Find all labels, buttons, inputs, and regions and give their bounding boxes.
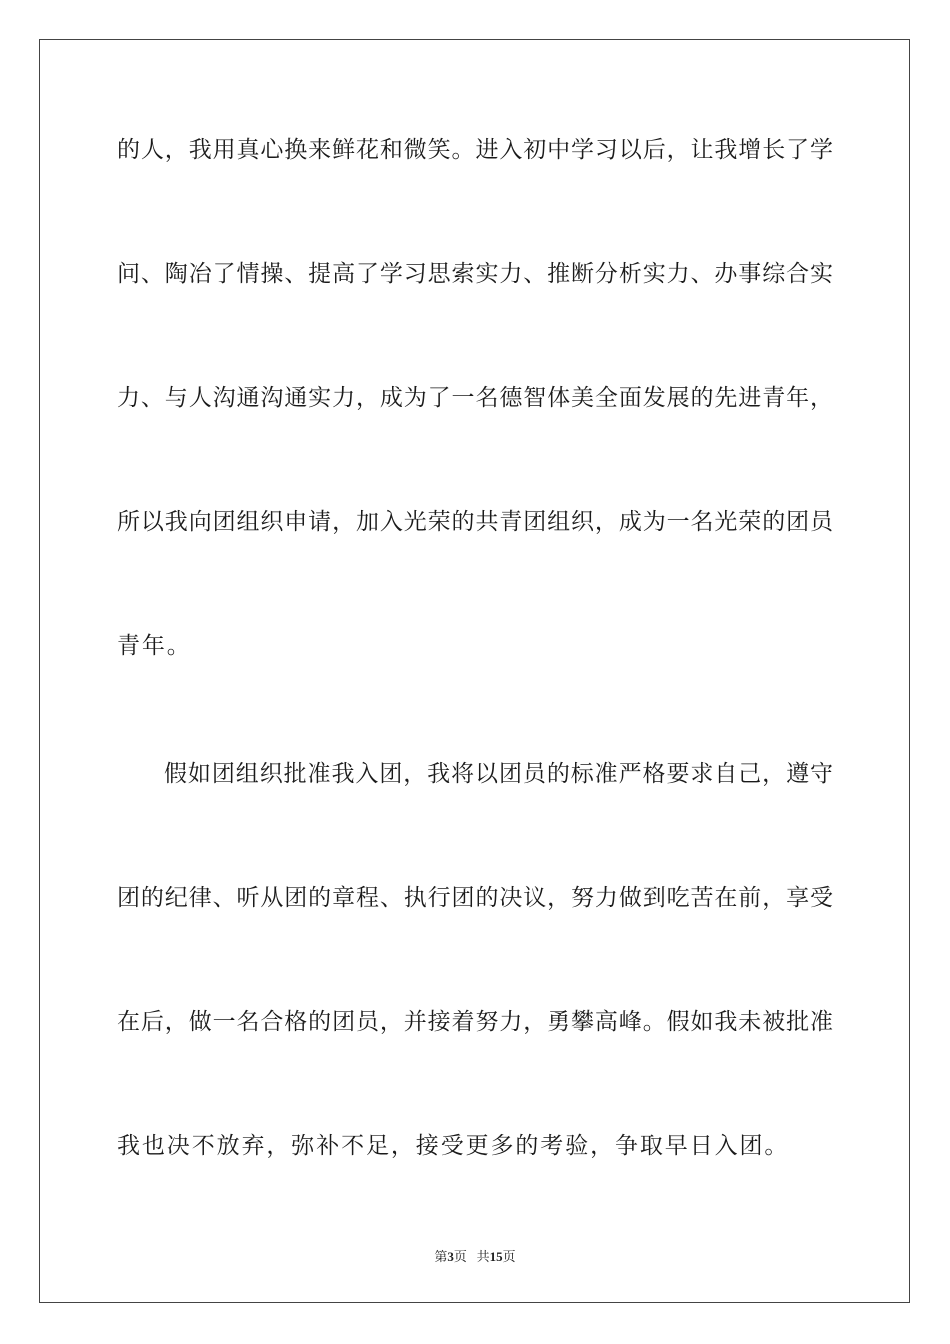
text-line: 所以我向团组织申请，加入光荣的共青团组织，成为一名光荣的团员 [117, 509, 833, 535]
page-footer [0, 1249, 950, 1265]
page-suffix: 页 [453, 1249, 467, 1264]
page-number: 3 [447, 1249, 454, 1264]
text-line: 在后，做一名合格的团员，并接着努力，勇攀高峰。假如我未被批准 [117, 1009, 833, 1035]
total-suffix: 页 [502, 1249, 516, 1264]
text-line: 力、与人沟通沟通实力，成为了一名德智体美全面发展的先进青年， [117, 385, 833, 411]
text-line: 的人，我用真心换来鲜花和微笑。进入初中学习以后，让我增长了学 [117, 137, 833, 163]
text-line: 团的纪律、听从团的章程、执行团的决议，努力做到吃苦在前，享受 [117, 885, 833, 911]
page-prefix: 第 [434, 1249, 448, 1264]
text-line-indented: 假如团组织批准我入团，我将以团员的标准严格要求自己，遵守 [164, 761, 833, 787]
text-line: 我也决不放弃，弥补不足，接受更多的考验，争取早日入团。 [117, 1133, 790, 1159]
total-pages: 15 [489, 1249, 503, 1264]
text-line: 青年。 [117, 633, 192, 659]
text-line: 问、陶冶了情操、提高了学习思索实力、推断分析实力、办事综合实 [117, 261, 833, 287]
page-frame [39, 39, 910, 1303]
total-prefix: 共 [476, 1249, 490, 1264]
